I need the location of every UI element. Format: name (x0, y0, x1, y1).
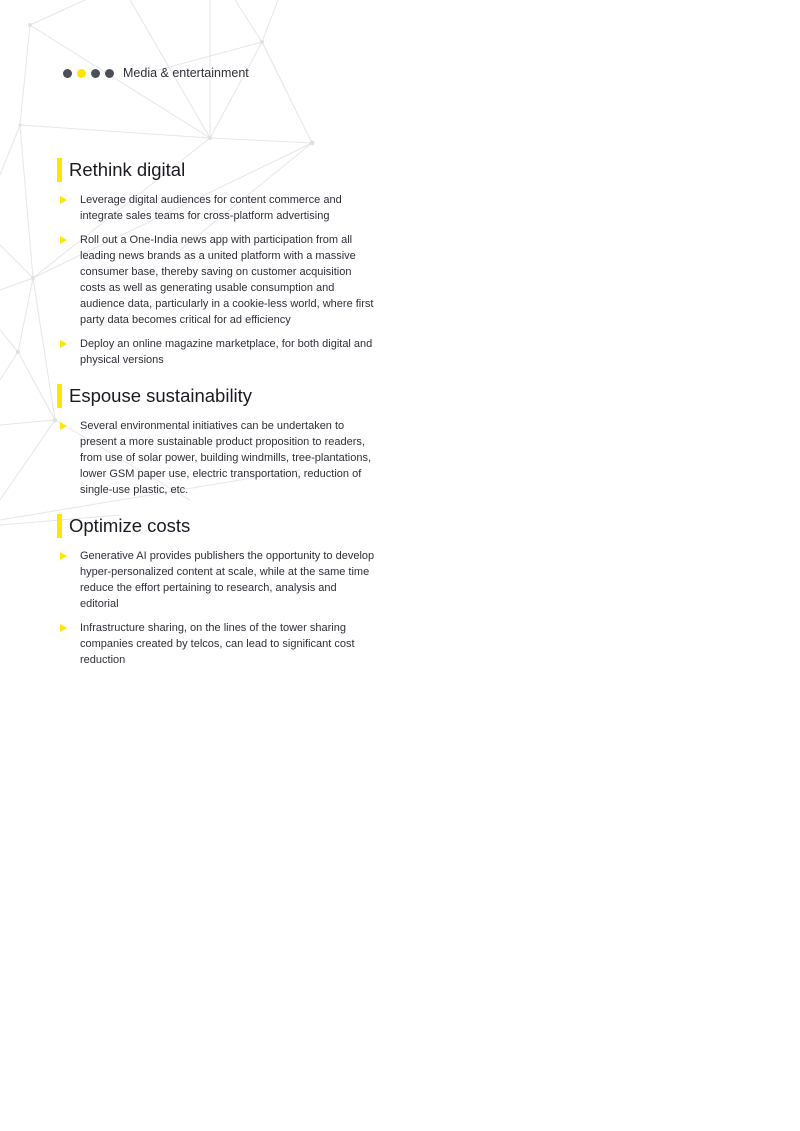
bullet-list (57, 418, 377, 498)
bullet-text: Roll out a One-India news app with participation from all leading news brands as a united platform with a massive consumer base, thereby saving on customer acquisition costs as well as generating usable consumption and audience data, particularly in a cookie-less world, where first party data becomes critical for ad efficiency (80, 234, 374, 326)
section-heading: Optimize costs (57, 514, 377, 538)
section-indicator-dots (63, 69, 114, 78)
list-item (57, 232, 377, 328)
triangle-bullet-icon (60, 624, 67, 632)
triangle-bullet-icon (60, 340, 67, 348)
list-item (57, 192, 377, 224)
triangle-bullet-icon (60, 552, 67, 560)
section-optimize-costs (57, 514, 377, 668)
section-heading: Espouse sustainability (57, 384, 377, 408)
indicator-dot-1 (63, 69, 72, 78)
list-item (57, 548, 377, 612)
bullet-text: Infrastructure sharing, on the lines of the tower sharing companies created by telcos, can lead to significant cost reduction (80, 622, 355, 666)
page-header (63, 66, 249, 80)
list-item (57, 418, 377, 498)
triangle-bullet-icon (60, 422, 67, 430)
bullet-text: Several environmental initiatives can be undertaken to present a more sustainable product proposition to readers, from use of solar power, building windmills, tree-plantations, lower GSM paper use, electric transportation, reduction of single-use plastic, etc. (80, 420, 372, 496)
triangle-bullet-icon (60, 196, 67, 204)
indicator-dot-4 (105, 69, 114, 78)
triangle-bullet-icon (60, 236, 67, 244)
section-rethink-digital (57, 158, 377, 368)
indicator-dot-3 (91, 69, 100, 78)
section-label: Media & entertainment (123, 66, 249, 80)
list-item (57, 620, 377, 668)
bullet-list (57, 192, 377, 368)
indicator-dot-2-active (77, 69, 86, 78)
bullet-text: Deploy an online magazine marketplace, for both digital and physical versions (80, 338, 373, 366)
bullet-text: Leverage digital audiences for content commerce and integrate sales teams for cross-platform advertising (80, 194, 342, 222)
bullet-list (57, 548, 377, 668)
section-heading: Rethink digital (57, 158, 377, 182)
list-item (57, 336, 377, 368)
main-content (57, 158, 377, 684)
bullet-text: Generative AI provides publishers the opportunity to develop hyper-personalized content at scale, while at the same time reduce the effort pertaining to research, analysis and editorial (80, 550, 375, 610)
section-espouse-sustainability (57, 384, 377, 498)
